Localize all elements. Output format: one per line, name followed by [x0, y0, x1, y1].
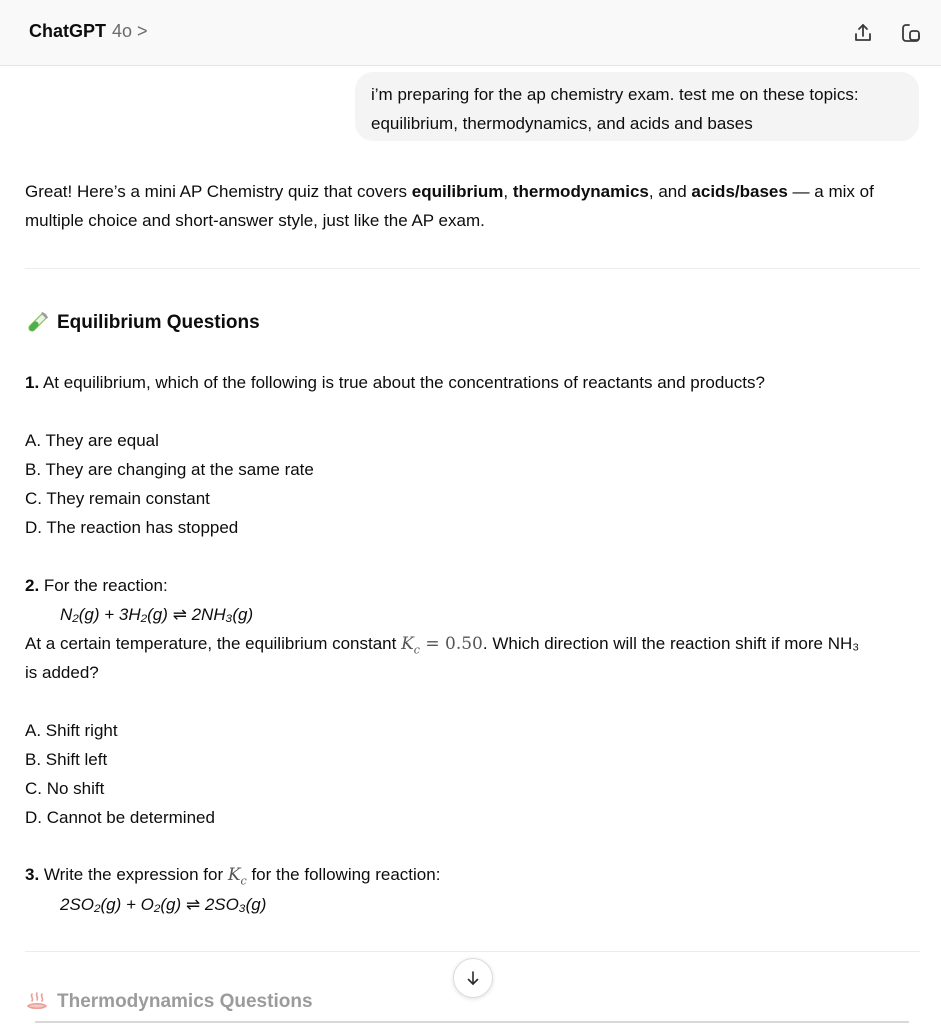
assistant-intro [25, 177, 920, 235]
q2-body-pre: At a certain temperature, the equilibrium constant [25, 634, 402, 653]
scroll-to-bottom-button[interactable] [453, 958, 493, 998]
share-icon[interactable] [849, 19, 877, 47]
kc-symbol: K [227, 865, 241, 885]
top-bar [0, 0, 941, 66]
divider [25, 951, 920, 952]
section-title: Thermodynamics Questions [57, 991, 313, 1012]
q2-option-d: D. Cannot be determined [25, 808, 215, 827]
model-switcher[interactable] [29, 21, 148, 42]
new-chat-icon[interactable] [897, 19, 925, 47]
question-text: For the reaction: [39, 576, 168, 595]
kc-symbol: K [401, 634, 414, 654]
q2-equation: N₂(g) + 3H₂(g) ⇌ 2NH₃(g) [60, 605, 254, 624]
intro-text-4: — a mix of multiple choice and short-answer style, just like the AP exam. [25, 182, 874, 230]
question-number: 1. [25, 373, 40, 392]
user-message-bubble: i’m preparing for the ap chemistry exam. test me on these topics: equilibrium, thermodynamics, and acids and bases [355, 72, 919, 141]
intro-bold-equilibrium: equilibrium [411, 182, 504, 201]
q2-body-cont: is added? [25, 663, 99, 682]
q2-body [25, 629, 920, 664]
section-title: Equilibrium Questions [57, 312, 260, 333]
chevron-right-icon: > [137, 21, 148, 41]
test-tube-icon [25, 311, 49, 335]
q1-option-a: A. They are equal [25, 431, 159, 450]
q2-option-b: B. Shift left [25, 750, 108, 769]
question-number: 2. [25, 576, 40, 595]
model-name: ChatGPT [29, 21, 107, 41]
intro-text-2: , [503, 182, 513, 201]
kc-subscript: c [240, 874, 247, 888]
question-2 [25, 571, 168, 600]
q2-body-post: . Which direction will the reaction shift if more NH₃ [482, 634, 860, 653]
hot-springs-icon [25, 990, 49, 1014]
q2-option-a: A. Shift right [25, 721, 118, 740]
question-text: At equilibrium, which of the following is true about the concentrations of reactants and products? [39, 373, 765, 392]
q3-equation: 2SO₂(g) + O₂(g) ⇌ 2SO₃(g) [60, 895, 267, 914]
kc-value: = 0.50 [419, 634, 483, 654]
divider [25, 268, 920, 269]
section-heading-thermodynamics [25, 990, 313, 1014]
q1-option-b: B. They are changing at the same rate [25, 460, 314, 479]
intro-text-1: Great! Here’s a mini AP Chemistry quiz that covers [25, 182, 412, 201]
q3-text-post: for the following reaction: [246, 865, 441, 884]
question-1 [25, 368, 920, 397]
composer-top-edge [35, 1021, 909, 1023]
intro-bold-acids-bases: acids/bases [691, 182, 788, 201]
q2-option-c: C. No shift [25, 779, 105, 798]
q1-option-d: D. The reaction has stopped [25, 518, 239, 537]
section-heading-equilibrium [25, 308, 260, 337]
intro-bold-thermodynamics: thermodynamics [512, 182, 649, 201]
arrow-down-icon [465, 970, 481, 986]
intro-text-3: , and [648, 182, 692, 201]
kc-subscript: c [413, 643, 420, 657]
model-version: 4o [112, 21, 133, 41]
q1-option-c: C. They remain constant [25, 489, 210, 508]
q3-text-pre: Write the expression for [39, 865, 228, 884]
question-number: 3. [25, 865, 40, 884]
